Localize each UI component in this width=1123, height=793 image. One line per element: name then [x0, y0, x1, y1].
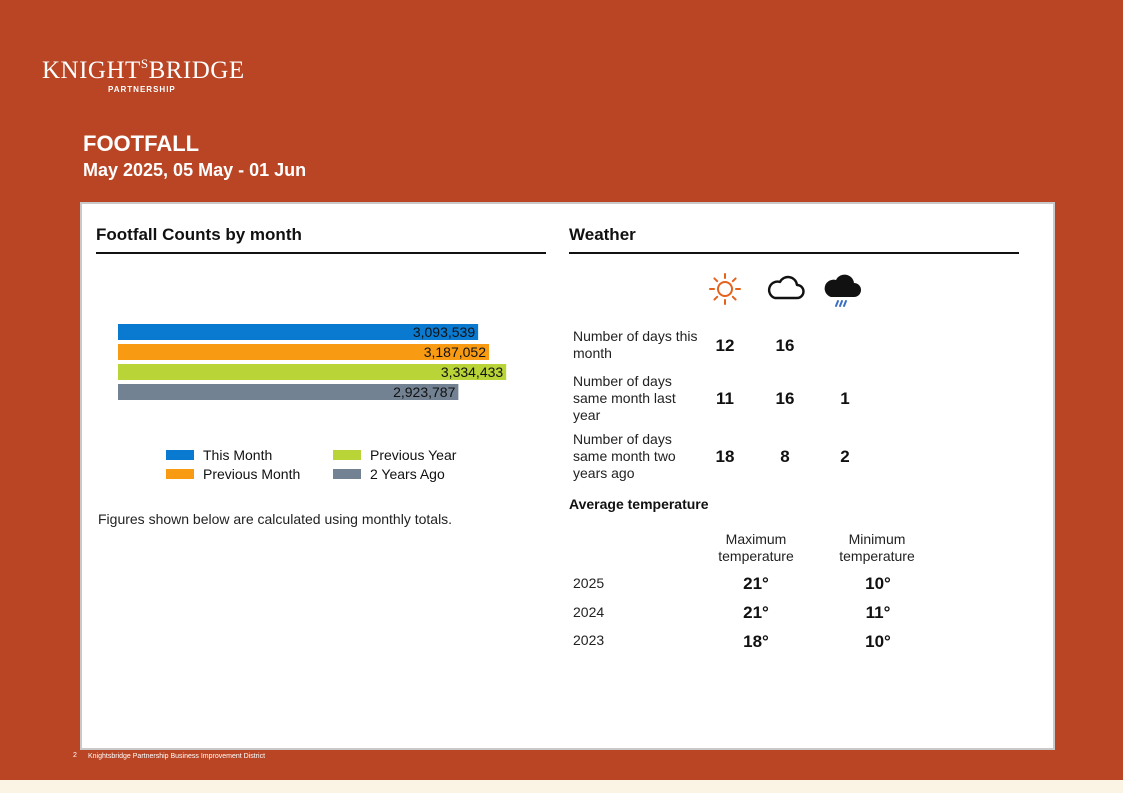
bar-label-previous-year: 3,334,433: [440, 364, 504, 380]
legend-swatch-previous-year: [333, 450, 361, 460]
footfall-title-rule: [96, 252, 546, 254]
bar-label-2-years-ago: 2,923,787: [393, 384, 456, 400]
legend-item-2-years-ago: 2 Years Ago: [333, 466, 445, 482]
logo-wordmark: $KNIGHT^SBRIDGE$: [42, 56, 245, 84]
logo-subtitle: PARTNERSHIP: [108, 85, 176, 94]
weather-title-rule: [569, 252, 1019, 254]
sun-icon: [708, 272, 742, 306]
min-temperature-header: Minimum temperature: [839, 531, 915, 564]
rain-icon: [823, 272, 863, 312]
content-panel: [80, 202, 1055, 750]
footfall-section-title: Footfall Counts by month: [96, 225, 302, 244]
weather-row-label-this-month: Number of days this month: [573, 328, 698, 361]
chart-legend: [166, 447, 486, 487]
average-temperature-title: Average temperature: [569, 496, 709, 512]
min-temp-2025: 10°: [865, 574, 891, 593]
cloudy-days-last-year: 16: [775, 389, 795, 408]
weather-section-title: Weather: [569, 225, 636, 244]
legend-item-this-month: This Month: [166, 447, 272, 463]
rainy-days-two-years-ago: 2: [840, 447, 850, 466]
monthly-totals-note: Figures shown below are calculated using monthly totals.: [98, 511, 453, 527]
sunny-days-last-year: 11: [716, 389, 734, 408]
weather-row-label-two-years-ago: Number of days same month two years ago: [573, 431, 676, 481]
cloudy-days-two-years-ago: 8: [780, 447, 790, 466]
max-temperature-header: Maximum temperature: [718, 531, 794, 564]
footfall-bar-chart: [102, 304, 522, 414]
legend-swatch-2-years-ago: [333, 469, 361, 479]
sunny-days-two-years-ago: 18: [715, 447, 735, 466]
bar-label-previous-month: 3,187,052: [423, 344, 487, 360]
footer-page-number: 2: [73, 752, 77, 759]
max-temp-2025: 21°: [743, 574, 769, 593]
page-subtitle: May 2025, 05 May - 01 Jun: [83, 160, 307, 180]
rainy-days-last-year: 1: [840, 389, 850, 408]
legend-swatch-previous-month: [166, 469, 194, 479]
page-title: FOOTFALL: [83, 131, 200, 156]
bar-label-this-month: 3,093,539: [412, 324, 476, 340]
min-temp-2024: 11°: [865, 603, 891, 622]
legend-item-previous-year: Previous Year: [333, 447, 456, 463]
legend-item-previous-month: Previous Month: [166, 466, 300, 482]
bottom-strip: [0, 780, 1123, 793]
legend-swatch-this-month: [166, 450, 194, 460]
cloud-icon: [766, 274, 806, 302]
cloudy-days-this-month: 16: [775, 336, 795, 355]
max-temp-2024: 21°: [743, 603, 769, 622]
temperature-year-2024: 2024: [573, 604, 605, 620]
max-temp-2023: 18°: [743, 632, 769, 651]
knightsbridge-logo: [42, 58, 245, 94]
min-temp-2023: 10°: [865, 632, 891, 651]
temperature-year-2025: 2025: [573, 575, 605, 591]
footer-organisation: Knightsbridge Partnership Business Improvement District: [88, 753, 266, 760]
sunny-days-this-month: 12: [715, 336, 735, 355]
temperature-year-2023: 2023: [573, 632, 605, 648]
weather-row-label-last-year: Number of days same month last year: [573, 373, 676, 423]
